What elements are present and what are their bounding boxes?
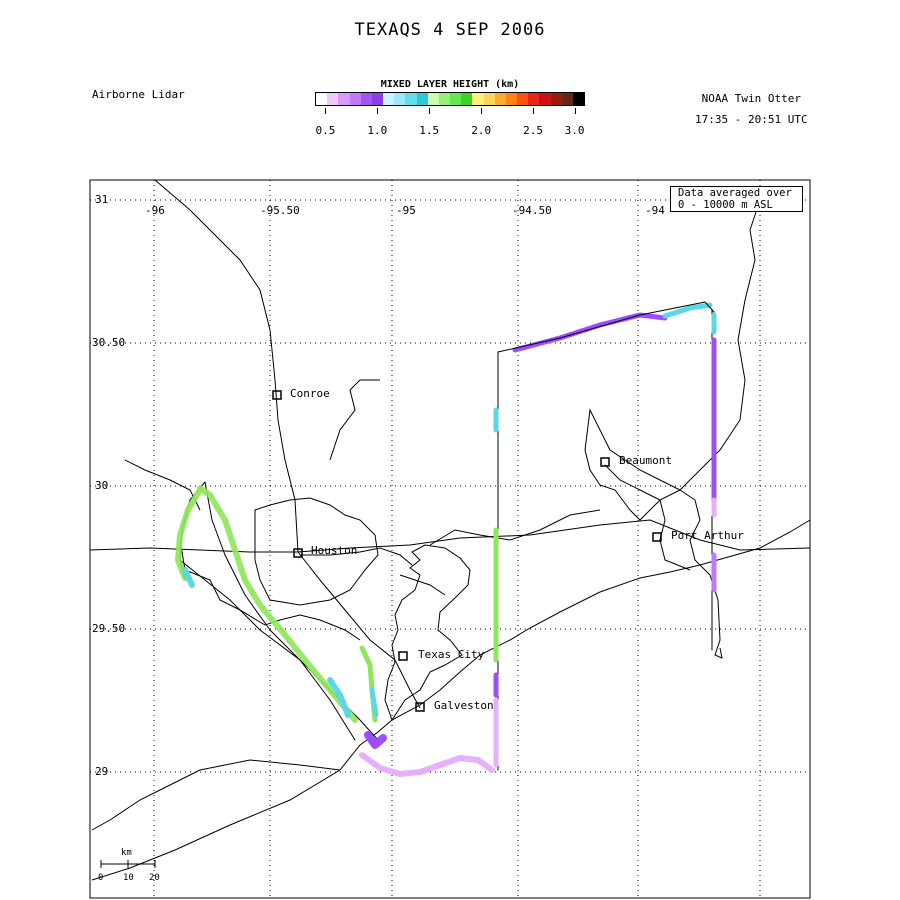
color-scale-tick-label: 0.5 bbox=[315, 124, 336, 137]
color-scale-tick-label: 2.5 bbox=[523, 124, 544, 137]
river-northeast bbox=[680, 200, 760, 490]
city-label-beaumont: Beaumont bbox=[619, 454, 672, 467]
road-north bbox=[155, 180, 298, 552]
trinity-river bbox=[430, 510, 600, 545]
lon-label-94-50: -94.50 bbox=[512, 204, 552, 217]
city-label-galveston: Galveston bbox=[434, 699, 494, 712]
square-marker-icon bbox=[601, 458, 609, 466]
instrument-label: Airborne Lidar bbox=[92, 88, 185, 101]
north-channel bbox=[330, 380, 380, 460]
city-label-texas-city: Texas City bbox=[418, 648, 485, 661]
coastal-southwest bbox=[92, 760, 340, 830]
scale-unit-label: km bbox=[121, 848, 132, 858]
track-south-coast-light-purple bbox=[362, 755, 492, 774]
averaging-note-line2: 0 - 10000 m ASL bbox=[678, 199, 773, 211]
lat-label-31: 31 bbox=[95, 193, 109, 206]
platform-label: NOAA Twin Otter bbox=[701, 92, 801, 105]
distance-scale-bar bbox=[98, 848, 160, 883]
west-county-line bbox=[125, 460, 200, 510]
color-scale-tick-label: 3.0 bbox=[564, 124, 585, 137]
track-north-leg-purple bbox=[515, 315, 665, 350]
city-port-arthur bbox=[653, 529, 744, 542]
city-markers bbox=[273, 387, 744, 712]
square-marker-icon bbox=[273, 391, 281, 399]
scale-label-10: 10 bbox=[123, 873, 134, 883]
lat-label-30: 30 bbox=[95, 479, 109, 492]
galveston-bay-shoreline bbox=[385, 545, 470, 720]
city-label-port-arthur: Port Arthur bbox=[671, 529, 744, 542]
neches-river bbox=[605, 465, 690, 570]
scale-label-20: 20 bbox=[149, 873, 160, 883]
averaging-note-line1: Data averaged over bbox=[678, 187, 792, 199]
color-scale-tick-label: 1.5 bbox=[419, 124, 440, 137]
track-north-leg-cyan bbox=[665, 305, 710, 316]
averaging-note bbox=[670, 186, 803, 212]
city-label-houston: Houston bbox=[311, 544, 358, 557]
lon-label-94: -94 bbox=[645, 204, 665, 217]
lat-label-29-50: 29.50 bbox=[92, 622, 126, 635]
color-scale-tick-label: 2.0 bbox=[471, 124, 492, 137]
square-marker-icon bbox=[399, 652, 407, 660]
lon-label-95-50: -95.50 bbox=[260, 204, 300, 217]
lat-label-29: 29 bbox=[95, 765, 109, 778]
city-conroe bbox=[273, 387, 330, 400]
time-range-label: 17:35 - 20:51 UTC bbox=[695, 113, 808, 126]
color-scale-title: MIXED LAYER HEIGHT (km) bbox=[380, 79, 520, 90]
lon-label-95: -95 bbox=[396, 204, 416, 217]
road-west bbox=[90, 548, 298, 552]
city-texas-city bbox=[399, 648, 485, 661]
city-label-conroe: Conroe bbox=[290, 387, 330, 400]
map-title: TEXAQS 4 SEP 2006 bbox=[354, 20, 546, 40]
lat-label-30-50: 30.50 bbox=[92, 336, 126, 349]
city-beaumont bbox=[601, 454, 672, 467]
lon-label-96: -96 bbox=[145, 204, 165, 217]
color-scale-tick-label: 1.0 bbox=[367, 124, 388, 137]
bayou-lines bbox=[400, 575, 445, 595]
scale-label-0: 0 bbox=[98, 873, 104, 883]
city-galveston bbox=[416, 699, 494, 712]
